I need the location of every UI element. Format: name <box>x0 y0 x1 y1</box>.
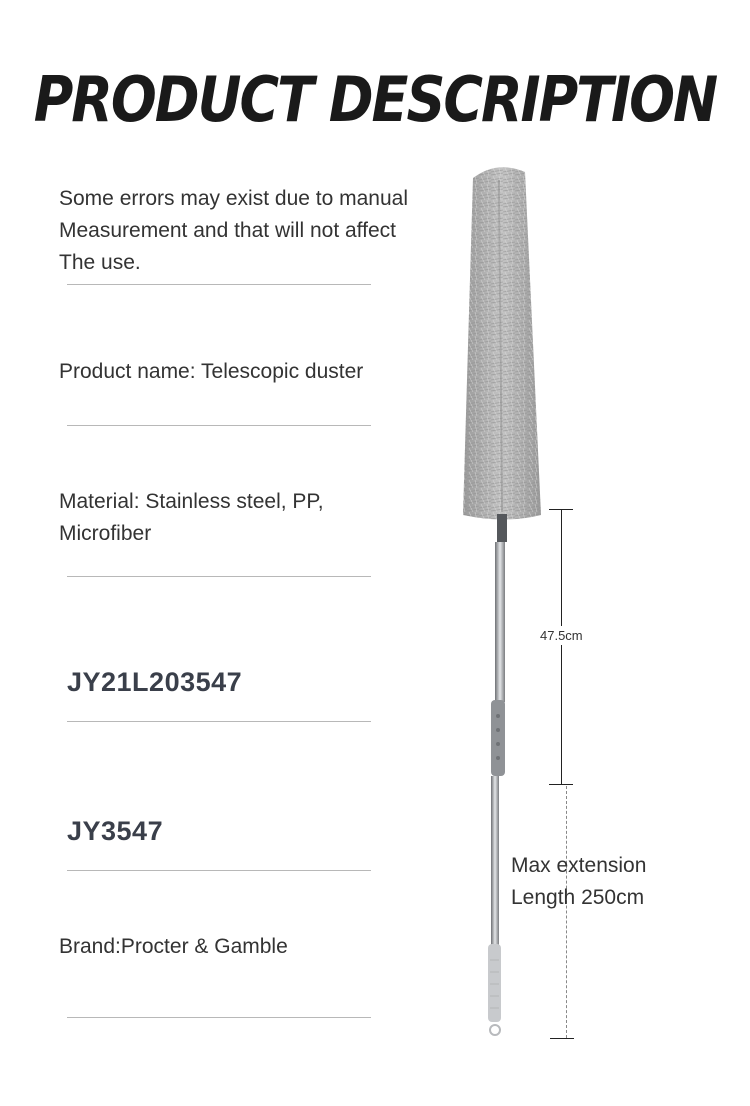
max-extension-line-2: Length 250cm <box>511 886 645 909</box>
model-code-2: JY3547 <box>67 816 164 846</box>
model-code-1: JY21L203547 <box>67 667 243 697</box>
grip <box>491 700 505 776</box>
divider <box>67 1017 371 1018</box>
divider <box>67 576 371 577</box>
brand-text: Brand:Procter & Gamble <box>59 935 288 958</box>
duster-connector <box>497 514 507 542</box>
max-extension-line-1: Max extension <box>511 854 647 877</box>
divider <box>67 870 371 871</box>
max-extension-label <box>511 850 646 914</box>
lower-pole <box>491 776 499 946</box>
page-title: PRODUCT DESCRIPTION <box>33 63 717 136</box>
material-line-1: Material: Stainless steel, PP, <box>59 490 324 513</box>
note-text <box>59 183 408 279</box>
material-text <box>59 486 324 550</box>
divider <box>67 721 371 722</box>
divider <box>67 425 371 426</box>
divider <box>67 284 371 285</box>
material-line-2: Microfiber <box>59 522 152 545</box>
dim-line-short <box>561 509 562 784</box>
upper-pole <box>495 542 505 702</box>
note-line-2: Measurement and that will not affect <box>59 219 396 242</box>
end-cap <box>488 944 501 1022</box>
dim-label-short: 47.5cm <box>540 628 583 643</box>
note-line-3: The use. <box>59 251 141 274</box>
product-name: Product name: Telescopic duster <box>59 360 364 383</box>
hang-ring <box>490 1025 500 1035</box>
note-line-1: Some errors may exist due to manual <box>59 187 408 210</box>
dim-tick-bottom <box>550 1038 574 1039</box>
dim-tick-middle <box>549 784 573 785</box>
